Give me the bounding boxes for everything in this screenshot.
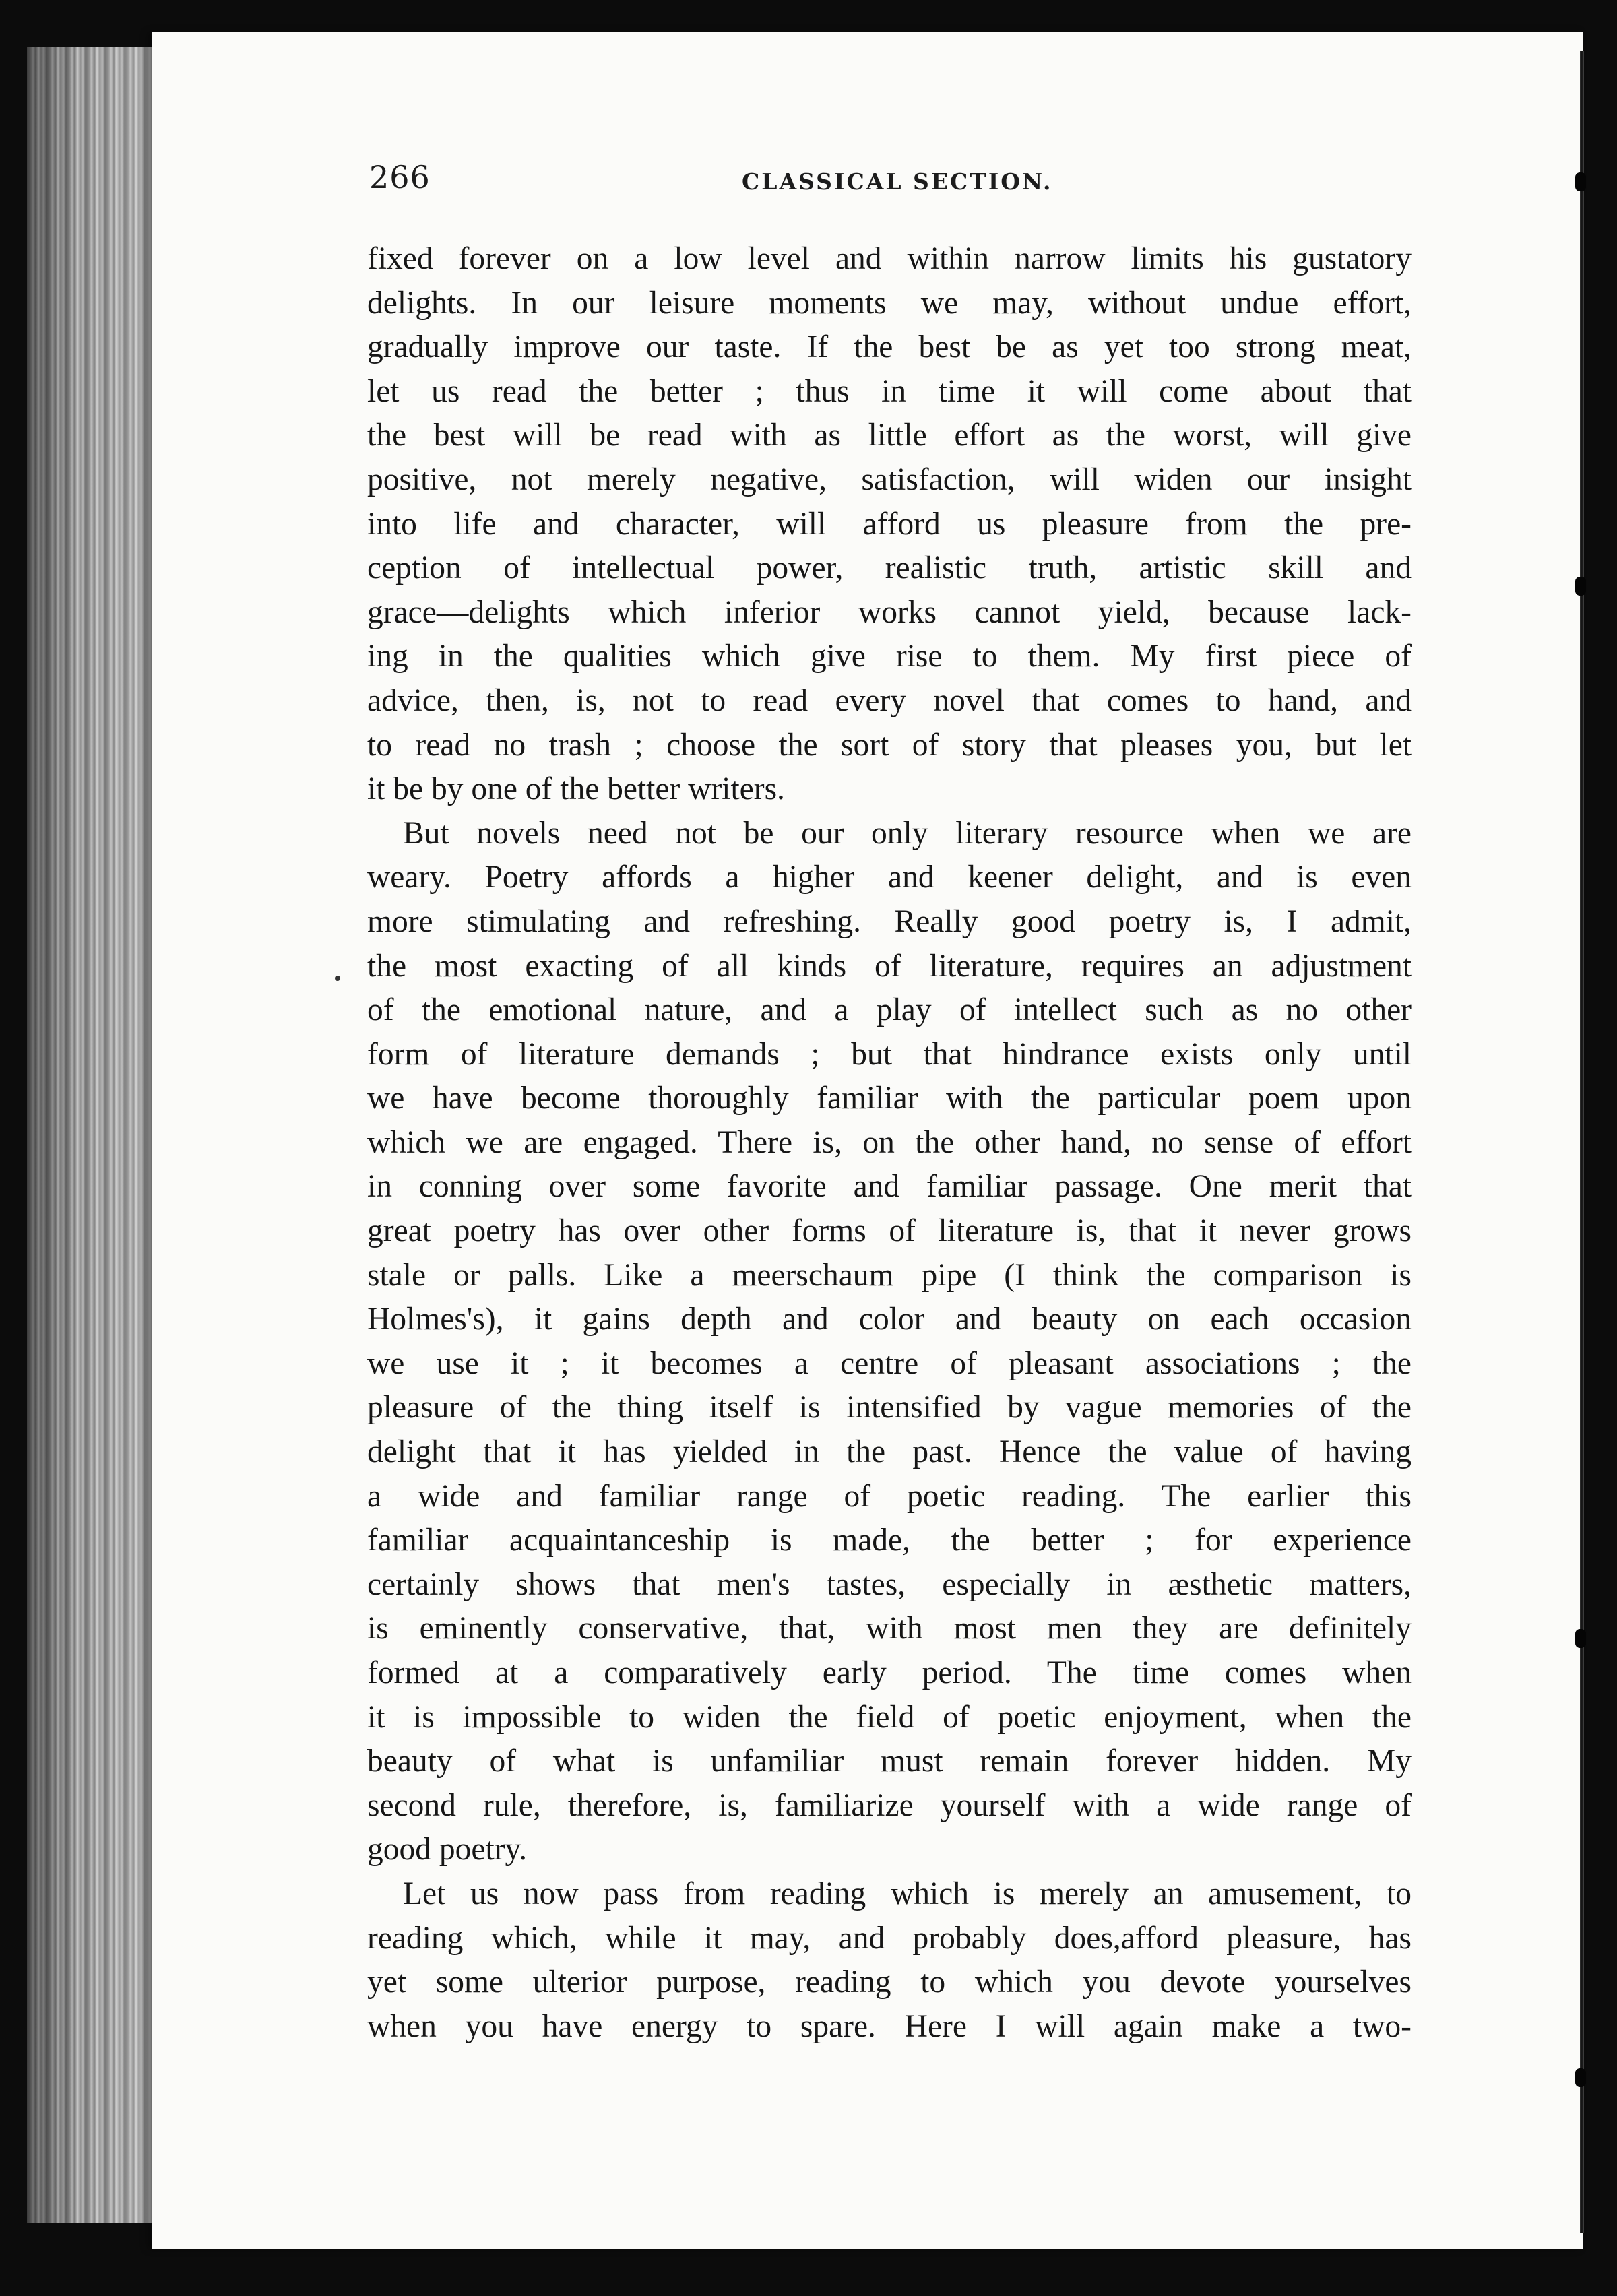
text-line: we have become thoroughly familiar with the particular poem upon xyxy=(367,1081,1412,1116)
text-line: delight that it has yielded in the past. Hence the value of having xyxy=(367,1434,1412,1470)
text-line: it is impossible to widen the field of poetic enjoyment, when the xyxy=(367,1699,1412,1735)
margin-mark xyxy=(1575,1629,1586,1648)
text-line: when you have energy to spare. Here I will again make a two- xyxy=(367,2008,1412,2044)
text-line: let us read the better ; thus in time it will come about that xyxy=(367,373,1412,409)
text-line: good poetry. xyxy=(367,1832,528,1868)
text-line: it be by one of the better writers. xyxy=(367,771,785,807)
text-line: But novels need not be our only literary resource when we are xyxy=(403,815,1412,851)
text-line: of the emotional nature, and a play of intellect such as no other xyxy=(367,992,1412,1028)
text-line: fixed forever on a low level and within narrow limits his gustatory xyxy=(367,241,1412,276)
text-line: yet some ulterior purpose, reading to which you devote yourselves xyxy=(367,1965,1412,2000)
text-line: stale or palls. Like a meerschaum pipe (I think the comparison is xyxy=(367,1257,1412,1293)
text-line: is eminently conservative, that, with most men they are definitely xyxy=(367,1611,1412,1647)
text-line: positive, not merely negative, satisfaction, will widen our insight xyxy=(367,461,1412,497)
text-line: familiar acquaintanceship is made, the better ; for experience xyxy=(367,1523,1412,1558)
running-head: CLASSICAL SECTION. xyxy=(742,168,1053,195)
text-line: in conning over some favorite and familiar passage. One merit that xyxy=(367,1169,1412,1205)
ink-speck xyxy=(335,976,340,981)
page-header xyxy=(369,159,1420,206)
text-line: ception of intellectual power, realistic truth, artistic skill and xyxy=(367,550,1412,586)
text-line: beauty of what is unfamiliar must remain forever hidden. My xyxy=(367,1744,1412,1779)
text-line: the best will be read with as little effort as the worst, will give xyxy=(367,418,1412,453)
page-block-shadow xyxy=(27,47,162,2223)
text-line: grace—delights which inferior works cannot yield, because lack- xyxy=(367,594,1412,630)
text-line: Holmes's), it gains depth and color and beauty on each occasion xyxy=(367,1302,1412,1337)
text-line: certainly shows that men's tastes, especially in æsthetic matters, xyxy=(367,1566,1412,1602)
text-line: to read no trash ; choose the sort of story that pleases you, but let xyxy=(367,727,1412,763)
text-line: form of literature demands ; but that hindrance exists only until xyxy=(367,1036,1412,1072)
text-line: more stimulating and refreshing. Really good poetry is, I admit, xyxy=(367,903,1412,939)
text-line: weary. Poetry affords a higher and keener delight, and is even xyxy=(367,860,1412,895)
body-text xyxy=(367,237,1412,2049)
text-line: gradually improve our taste. If the best be as yet too strong meat, xyxy=(367,329,1412,365)
text-line: delights. In our leisure moments we may, without undue effort, xyxy=(367,285,1412,321)
margin-mark xyxy=(1575,2068,1586,2087)
text-line: formed at a comparatively early period. The time comes when xyxy=(367,1655,1412,1690)
text-line: which we are engaged. There is, on the other hand, no sense of effort xyxy=(367,1124,1412,1160)
text-line: a wide and familiar range of poetic reading. The earlier this xyxy=(367,1478,1412,1514)
page-number: 266 xyxy=(369,159,431,195)
text-line: the most exacting of all kinds of literature, requires an adjustment xyxy=(367,948,1412,984)
margin-mark xyxy=(1575,577,1586,596)
right-margin-rule xyxy=(1580,51,1584,2233)
text-line: second rule, therefore, is, familiarize yourself with a wide range of xyxy=(367,1787,1412,1823)
text-line: reading which, while it may, and probably does,afford pleasure, has xyxy=(367,1920,1412,1956)
text-line: pleasure of the thing itself is intensified by vague memories of the xyxy=(367,1390,1412,1426)
text-line: great poetry has over other forms of literature is, that it never grows xyxy=(367,1213,1412,1249)
text-line: ing in the qualities which give rise to them. My first piece of xyxy=(367,639,1412,674)
text-line: advice, then, is, not to read every novel that comes to hand, and xyxy=(367,682,1412,718)
text-line: Let us now pass from reading which is merely an amusement, to xyxy=(403,1876,1412,1911)
text-line: we use it ; it becomes a centre of pleasant associations ; the xyxy=(367,1345,1412,1381)
text-line: into life and character, will afford us pleasure from the pre- xyxy=(367,506,1412,542)
margin-mark xyxy=(1575,172,1586,191)
